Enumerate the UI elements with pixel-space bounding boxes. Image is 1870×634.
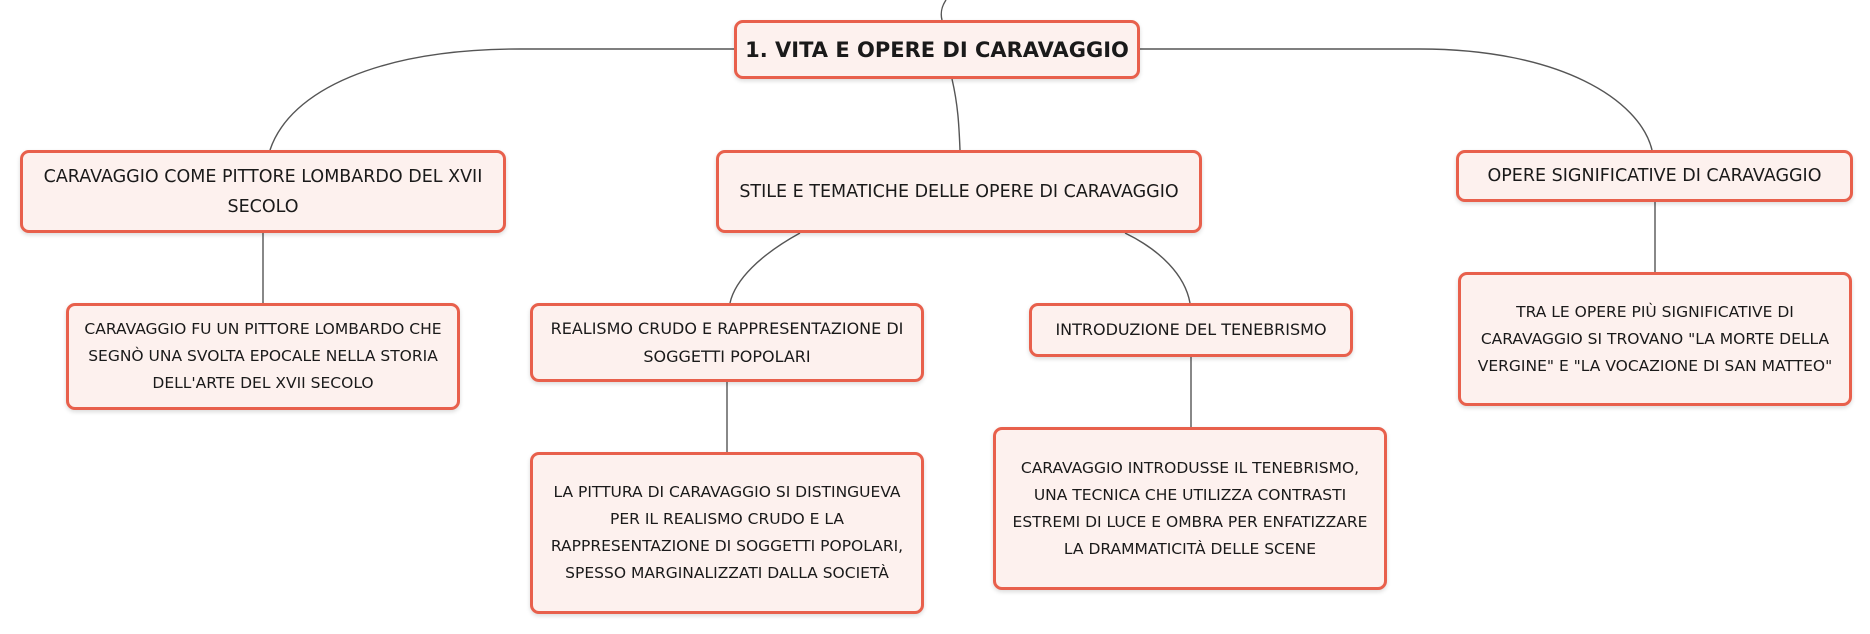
branch-node-label: CARAVAGGIO COME PITTORE LOMBARDO DEL XVII SECOLO	[43, 166, 483, 217]
leaf-node-tenebrismo[interactable]	[993, 427, 1387, 590]
branch-node-pittore-lombardo[interactable]	[20, 150, 506, 233]
leaf-node-text: CARAVAGGIO INTRODUSSE IL TENEBRISMO, UNA TECNICA CHE UTILIZZA CONTRASTI ESTREMI DI LUCE E OMBRA PER ENFATIZZARE LA DRAMMATICITÀ DELLE SCENE	[1012, 458, 1368, 558]
root-node-label: 1. VITA E OPERE DI CARAVAGGIO	[745, 37, 1129, 62]
connector-branch-2-sub-2	[1125, 233, 1190, 303]
connector-root-branch-2	[952, 79, 960, 150]
branch-node-label: OPERE SIGNIFICATIVE DI CARAVAGGIO	[1487, 166, 1822, 186]
branch-node-label: STILE E TEMATICHE DELLE OPERE DI CARAVAGGIO	[739, 181, 1179, 202]
branch-node-opere-significative[interactable]	[1456, 150, 1853, 202]
leaf-node-text: TRA LE OPERE PIÙ SIGNIFICATIVE DI CARAVAGGIO SI TROVANO "LA MORTE DELLA VERGINE" E "LA VOCAZIONE DI SAN MATTEO"	[1477, 302, 1833, 375]
sub-node-label: REALISMO CRUDO E RAPPRESENTAZIONE DI SOGGETTI POPOLARI	[550, 318, 904, 366]
connector-root-branch-3	[1140, 49, 1652, 150]
connector-branch-2-sub-1	[730, 233, 800, 303]
sub-node-tenebrismo[interactable]	[1029, 303, 1353, 357]
root-node[interactable]	[734, 20, 1140, 79]
sub-node-label: INTRODUZIONE DEL TENEBRISMO	[1055, 320, 1327, 339]
connector-root-up	[941, 0, 946, 20]
leaf-node-text: LA PITTURA DI CARAVAGGIO SI DISTINGUEVA PER IL REALISMO CRUDO E LA RAPPRESENTAZIONE DI SOGGETTI POPOLARI, SPESSO MARGINALIZZATI DALLA SOCIETÀ	[550, 483, 904, 582]
leaf-node-text: CARAVAGGIO FU UN PITTORE LOMBARDO CHE SEGNÒ UNA SVOLTA EPOCALE NELLA STORIA DELL'ARTE DEL XVII SECOLO	[84, 320, 442, 392]
branch-node-stile-tematiche[interactable]	[716, 150, 1202, 233]
leaf-node-realismo-crudo[interactable]	[530, 452, 924, 614]
sub-node-realismo-crudo[interactable]	[530, 303, 924, 382]
leaf-node-opere-significative[interactable]	[1458, 272, 1852, 406]
connector-root-branch-1	[270, 49, 736, 150]
leaf-node-pittore-lombardo[interactable]	[66, 303, 460, 410]
